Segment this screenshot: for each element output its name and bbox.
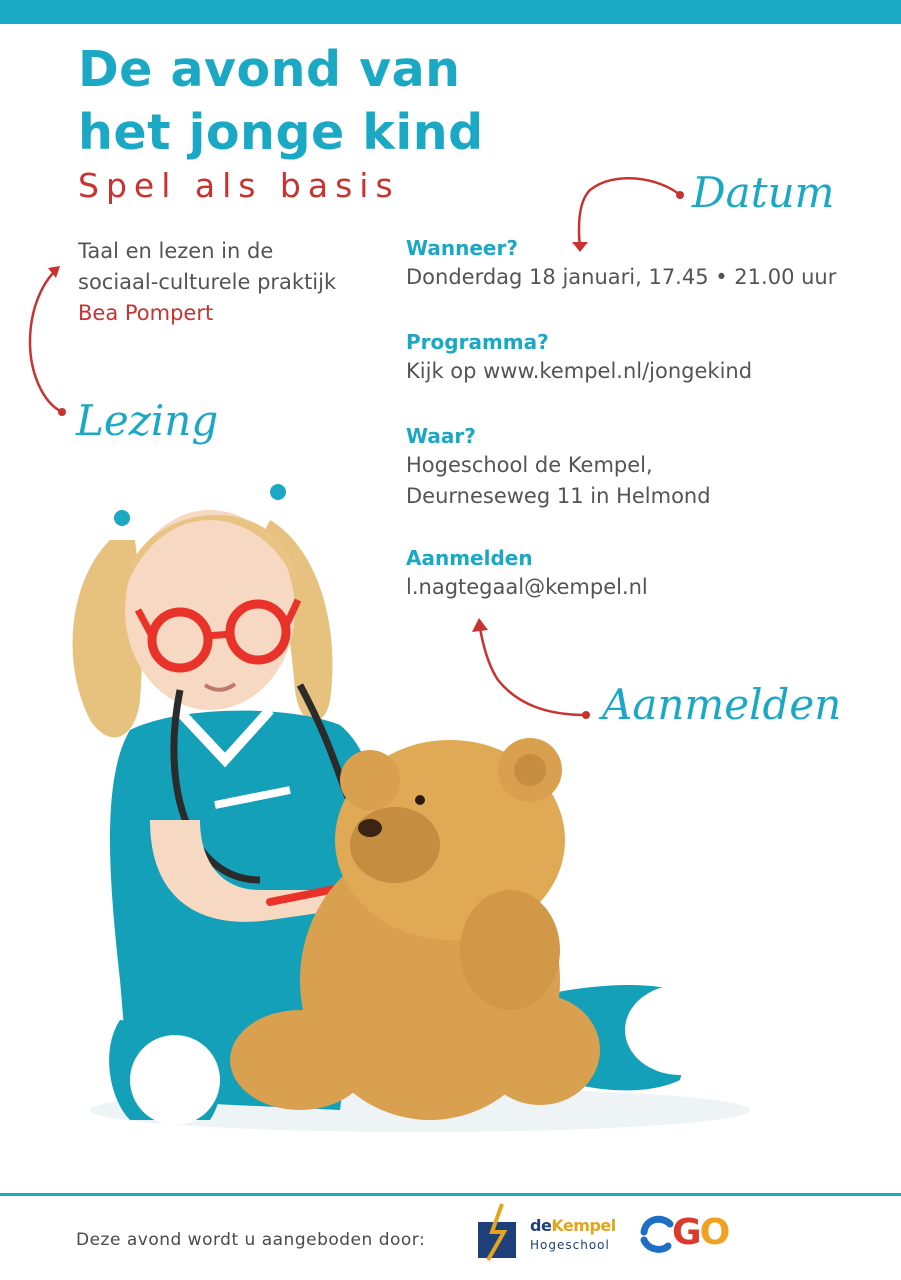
datum-script-label: Datum <box>692 168 835 217</box>
lecture-speaker: Bea Pompert <box>78 301 214 325</box>
where-label: Waar? <box>406 424 476 448</box>
register-label: Aanmelden <box>406 546 533 570</box>
program-label: Programma? <box>406 330 549 354</box>
where-line-1: Hogeschool de Kempel, <box>406 453 653 477</box>
title-line-1: De avond van <box>78 41 461 98</box>
when-value: Donderdag 18 januari, 17.45 • 21.00 uur <box>406 265 837 289</box>
lezing-script-label: Lezing <box>76 396 219 445</box>
top-accent-bar <box>0 0 901 24</box>
footer-offered-by: Deze avond wordt u aangeboden door: <box>76 1230 426 1250</box>
title-line-2: het jonge kind <box>78 104 484 161</box>
aanmelden-script-label: Aanmelden <box>602 680 842 729</box>
kempel-logo-subtitle: Hogeschool <box>530 1238 610 1252</box>
lecture-block <box>78 236 336 329</box>
go-emblem-icon <box>640 1214 676 1254</box>
where-line-2: Deurneseweg 11 in Helmond <box>406 484 711 508</box>
kempel-logo[interactable] <box>474 1202 614 1266</box>
lecture-topic-line-2: sociaal-culturele praktijk <box>78 270 337 294</box>
when-label: Wanneer? <box>406 236 518 260</box>
go-logo-text: GO <box>672 1212 729 1253</box>
register-email[interactable]: l.nagtegaal@kempel.nl <box>406 575 648 599</box>
girl-with-teddy-bear-image <box>40 460 800 1160</box>
footer-divider <box>0 1193 901 1196</box>
info-program <box>406 328 886 387</box>
kempel-emblem-icon <box>474 1202 524 1262</box>
lezing-arrow-icon <box>22 262 82 422</box>
lecture-topic-line-1: Taal en lezen in de <box>78 239 274 263</box>
kempel-logo-name: deKempel <box>530 1216 616 1235</box>
program-value[interactable]: Kijk op www.kempel.nl/jongekind <box>406 359 753 383</box>
page-title <box>78 38 484 164</box>
subtitle: Spel als basis <box>78 166 400 205</box>
info-when <box>406 234 886 293</box>
go-logo[interactable] <box>640 1214 750 1258</box>
